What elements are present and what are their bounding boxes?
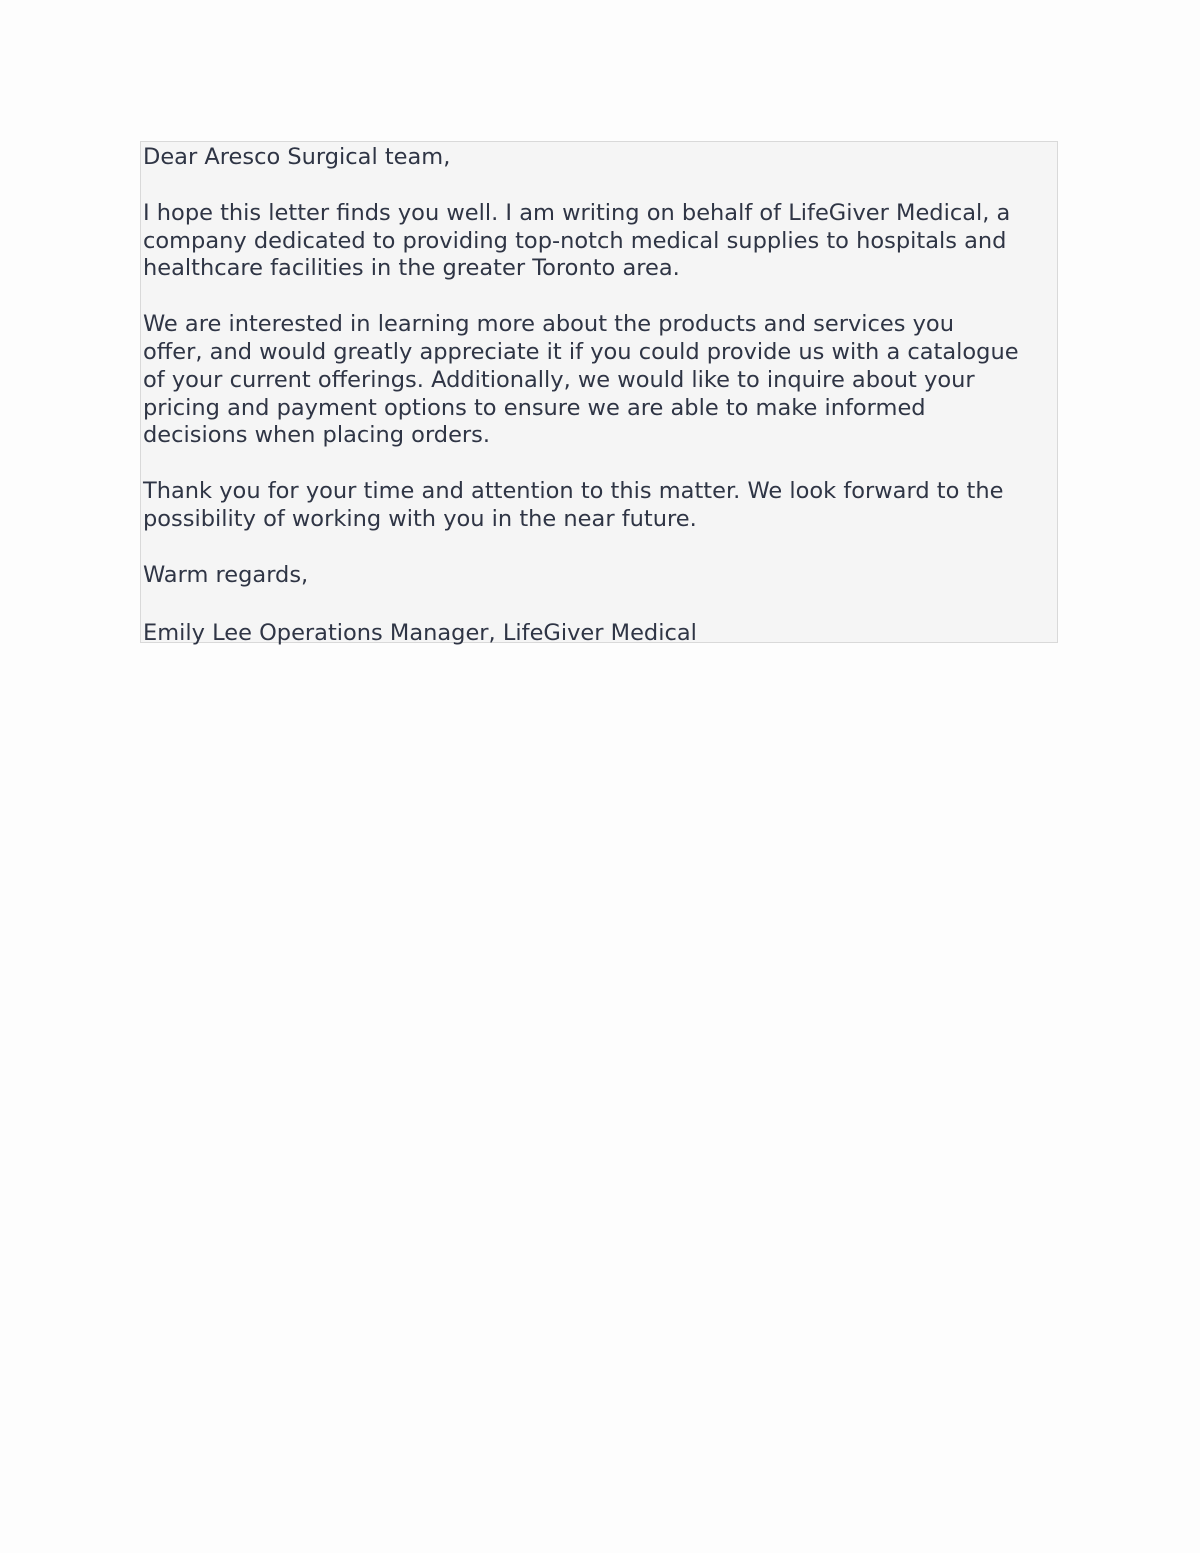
letter-paragraph-request: We are interested in learning more about the products and services you offer, and would greatly appreciate it if you could provide us with a catalogue of your current offerings. Additionally, we would like to inquire about your pricing and payment options to ensure we are able to make informed decisions when placing orders. <box>143 311 1019 449</box>
letter-paragraph-intro: I hope this letter finds you well. I am writing on behalf of LifeGiver Medical, a company dedicated to providing top-notch medical supplies to hospitals and healthcare facilities in the greater Toronto area. <box>143 199 1011 282</box>
letter-text-box <box>140 141 1058 646</box>
letter-paragraph-thanks: Thank you for your time and attention to this matter. We look forward to the possibility of working with you in the near future. <box>143 478 1004 532</box>
letter-closing: Warm regards, <box>143 561 309 588</box>
letter-greeting: Dear Aresco Surgical team, <box>143 144 451 170</box>
letter-signature: Emily Lee Operations Manager, LifeGiver Medical <box>143 619 697 646</box>
